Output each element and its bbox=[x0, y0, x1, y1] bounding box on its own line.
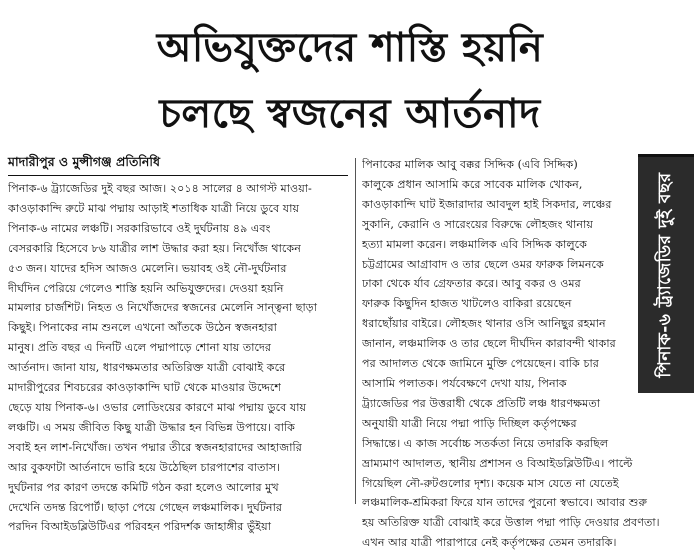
column-2-line: লঞ্চমালিক-শ্রমিকরা ফিরে যান তাদের পুরনো স্বভাবে। আবার শুরু bbox=[362, 496, 648, 510]
column-2-line: কালুকে প্রধান আসামি করে সাবেক মালিক খোকন, bbox=[362, 177, 583, 191]
article-column-1 bbox=[8, 179, 350, 537]
column-2-line: হয় অতিরিক্ত যাত্রী বোঝাই করে উত্তাল পদ্মা পাড়ি দেওয়ার প্রবণতা। bbox=[362, 516, 660, 530]
column-2-line: ফারুক কিছুদিন হাজত খাটলেও বাকিরা রয়েছেন bbox=[362, 297, 572, 311]
column-1-line: ৫৩ জন। যাদের হদিস আজও মেলেনি। ভয়াবহ ওই নৌ-দুর্ঘটনার bbox=[8, 261, 287, 275]
column-2-line: চট্টগ্রামের আগ্রাবাদ ও তার ছেলে ওমর ফারুক লিমনকে bbox=[362, 257, 604, 271]
column-1-line: বেসরকারি হিসেবে ৮৬ যাত্রীর লাশ উদ্ধার করা হয়। নিখোঁজ থাকেন bbox=[8, 241, 301, 255]
column-1-line: কাওড়াকান্দি রুটে মাঝ পদ্মায় আড়াই শতাধিক যাত্রী নিয়ে ডুবে যায় bbox=[8, 201, 300, 215]
column-2-line: গিয়েছিল নৌ-রুটগুলোর দৃশ্য। কয়েক মাস যেতে না যেতেই bbox=[362, 476, 619, 490]
column-1-line: লঞ্চটি। এ সময় জীবিত কিছু যাত্রী উদ্ধার হন বিভিন্ন উপায়ে। বাকি bbox=[8, 420, 295, 434]
series-tag-label: পিনাক-৬ ট্র্যাজেডির দুই বছর bbox=[655, 172, 675, 378]
column-2-line: ধরাছোঁয়ার বাইরে। লৌহজং থানার ওসি আনিছুর রহমান bbox=[362, 317, 606, 331]
column-1-line: মাদারীপুরের শিবচরের কাওড়াকান্দি ঘাট থেকে মাওয়ার উদ্দেশে bbox=[8, 381, 281, 395]
column-1-line: সবাই হন লাশ-নিখোঁজ। তখন পদ্মার তীরে স্বজনহারাদের আহাজারি bbox=[8, 440, 302, 454]
column-1-line: পিনাক-৬ নামের লঞ্চটি। সরকারিভাবে ওই দুর্ঘটনায় ৪৯ এবং bbox=[8, 221, 271, 235]
column-1-line: আর বুকফাটা আর্তনাদে ভারি হয়ে উঠেছিল চারপাশের বাতাস। bbox=[8, 460, 281, 474]
column-2-line: অনুযায়ী যাত্রী নিয়ে পদ্মা পাড়ি দিচ্ছিল কর্তৃপক্ষের bbox=[362, 416, 577, 430]
column-1-line: পরদিন বিআইডব্লিউটিএর পরিবহন পরিদর্শক জাহাঙ্গীর ভুঁইয়া bbox=[8, 520, 271, 534]
column-2-line: ট্র্যাজেডির পর উত্তরাধী থেকে প্রতিটি লঞ্চ ধারণক্ষমতা bbox=[362, 396, 601, 410]
column-2-line: এখন আর যাত্রী পারাপারে নেই কর্তৃপক্ষের তেমন তদারকি। bbox=[362, 536, 617, 550]
byline: মাদারীপুর ও মুন্সীগঞ্জ প্রতিনিধি bbox=[8, 153, 348, 176]
headline-line-1: অভিযুক্তদের শাস্তি হয়নি bbox=[156, 25, 544, 71]
column-2-line: ঢাকা থেকে র্যাব গ্রেফতার করে। আবু বকর ও ওমর bbox=[362, 277, 581, 291]
article-column-2 bbox=[362, 155, 660, 553]
column-2-line: সুকানি, কেরানি ও সারেংয়ের বিরুদ্ধে লৌহজং থানায় bbox=[362, 217, 593, 231]
column-2-line: জানান, লঞ্চমালিক ও তার ছেলে দীর্ঘদিন কারাবন্দী থাকার bbox=[362, 337, 616, 351]
column-1-line: ছেড়ে যায় পিনাক-৬। ওভার লোডিংয়ের কারণে মাঝ পদ্মায় ডুবে যায় bbox=[8, 400, 307, 414]
column-1-line: দুর্ঘটনার পর কারণ তদন্তে কমিটি গঠন করা হলেও আলোর মুখ bbox=[8, 480, 279, 494]
column-2-line: হত্যা মামলা করেন। লঞ্চমালিক এবি সিদ্দিক কালুকে bbox=[362, 237, 587, 251]
column-2-line: পিনাকের মালিক আবু বক্কর সিদ্দিক (এবি সিদ্দিক) bbox=[362, 158, 578, 171]
column-2-line: পর আদালত থেকে জামিনে মুক্তি পেয়েছেন। বাকি চার bbox=[362, 357, 599, 371]
column-divider bbox=[355, 158, 356, 504]
series-tag bbox=[638, 154, 694, 393]
column-2-line: কাওড়াকান্দি ঘাট ইজারাদার আবদুল হাই সিকদার, লঞ্চের bbox=[362, 197, 612, 211]
column-1-line: আর্তনাদ। জানা যায়, ধারণক্ষমতার অতিরিক্ত যাত্রী বোঝাই করে bbox=[8, 361, 286, 375]
column-1-line: দীর্ঘদিন পেরিয়ে গেলেও শাস্তি হয়নি অভিযুক্তদের। দেওয়া হয়নি bbox=[8, 281, 284, 295]
column-1-line: মানুষ। প্রতি বছর এ দিনটি এলে পদ্মাপাড়ে শোনা যায় তাদের bbox=[8, 341, 272, 355]
column-2-line: ভ্রাম্যমাণ আদালত, স্থানীয় প্রশাসন ও বিআইডব্লিউটিএ। পাল্টে bbox=[362, 456, 633, 470]
column-1-line: পিনাক-৬ ট্র্যাজেডির দুই বছর আজ। ২০১৪ সালের ৪ আগস্ট মাওয়া- bbox=[8, 182, 312, 195]
column-2-line: আসামি পলাতক। পর্যবেক্ষণে দেখা যায়, পিনাক bbox=[362, 376, 567, 390]
column-2-line: সিদ্ধান্তে। এ কাজ সর্বোচ্চ সতর্কতা নিয়ে তদারকি করছিল bbox=[362, 436, 609, 450]
headline-line-2: চলছে স্বজনের আর্তনাদ bbox=[159, 91, 541, 137]
column-1-line: মামলার চার্জশিট। নিহত ও নিখোঁজদের স্বজনের মেলেনি সান্ত্বনা ছাড়া bbox=[8, 301, 317, 315]
column-1-line: কিছুই। পিনাকের নাম শুনলে এখনো আঁতকে উঠেন স্বজনহারা bbox=[8, 321, 277, 335]
column-1-line: দেখেনি তদন্ত রিপোর্ট। ছাড়া পেয়ে গেছেন লঞ্চমালিক। দুর্ঘটনার bbox=[8, 500, 282, 514]
